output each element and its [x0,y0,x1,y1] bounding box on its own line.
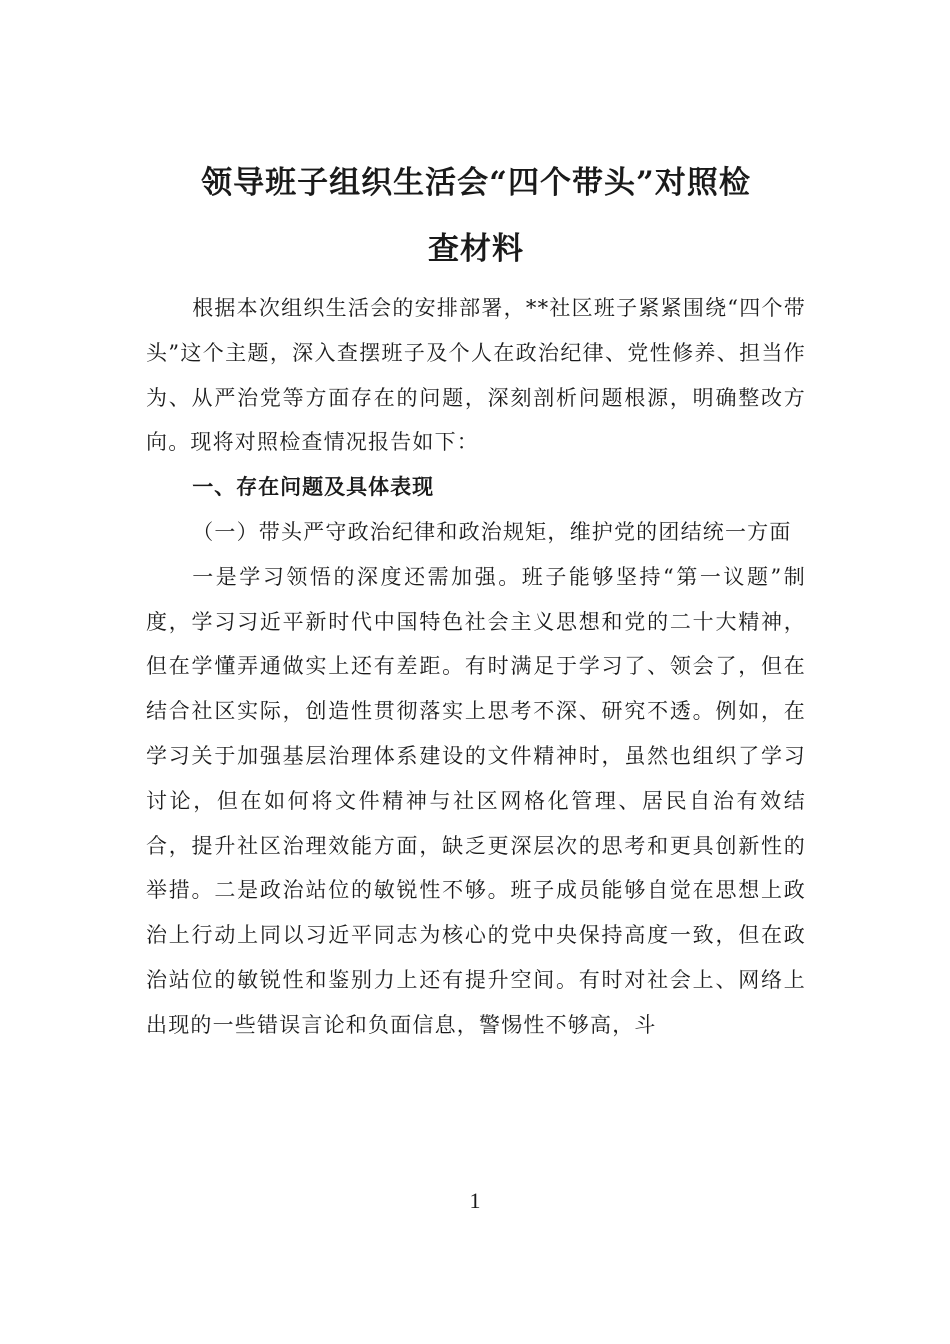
section-heading-1: 一、存在问题及具体表现 [192,475,435,500]
title-line-2: 查材料 [428,231,524,267]
document-page [146,150,806,1048]
title-line-1: 领导班子组织生活会“四个带头”对照检 [201,165,751,201]
intro-paragraph: 根据本次组织生活会的安排部署，**社区班子紧紧围绕“四个带头”这个主题，深入查摆班子及个人在政治纪律、党性修养、担当作为、从严治党等方面存在的问题，深刻剖析问题根源，明确整改方向。现将对照检查情况报告如下： [146,296,806,455]
document-title [146,150,806,282]
body-paragraph: 一是学习领悟的深度还需加强。班子能够坚持“第一议题”制度，学习习近平新时代中国特色社会主义思想和党的二十大精神，但在学懂弄通做实上还有差距。有时满足于学习了、领会了，但在结合社区实际，创造性贯彻落实上思考不深、研究不透。例如，在学习关于加强基层治理体系建设的文件精神时，虽然也组织了学习讨论，但在如何将文件精神与社区网格化管理、居民自治有效结合，提升社区治理效能方面，缺乏更深层次的思考和更具创新性的举措。二是政治站位的敏锐性不够。班子成员能够自觉在思想上政治上行动上同以习近平同志为核心的党中央保持高度一致，但在政治站位的敏锐性和鉴别力上还有提升空间。有时对社会上、网络上出现的一些错误言论和负面信息，警惕性不够高，斗 [146,564,806,1037]
page-number: 1 [469,1188,481,1213]
subsection-heading-1: （一）带头严守政治纪律和政治规矩，维护党的团结统一方面 [192,519,792,544]
